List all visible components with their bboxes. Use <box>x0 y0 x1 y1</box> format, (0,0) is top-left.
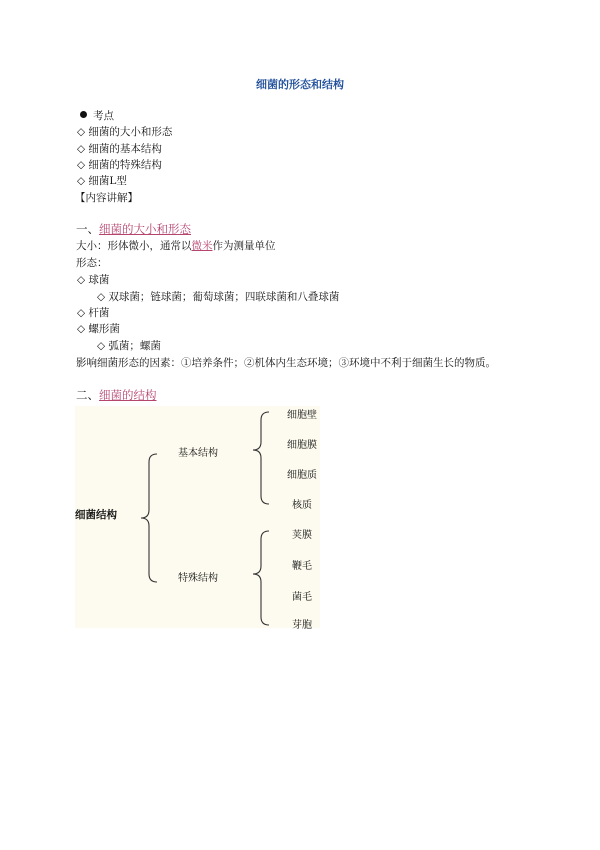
section1-heading: 一、细菌的大小和形态 <box>76 222 191 236</box>
kaodian-heading <box>80 109 114 123</box>
shape-spiral-sub: ◇ 弧菌；螺菌 <box>97 340 161 352</box>
diagram-special-label: 特殊结构 <box>178 573 218 584</box>
kaodian-label: 考点 <box>93 110 114 122</box>
size-line: 大小：形体微小，通常以微米作为测量单位 <box>76 240 276 252</box>
shape-ball-sub: ◇ 双球菌；链球菌；葡萄球菌；四联球菌和八叠球菌 <box>97 291 340 303</box>
diagram-basic-label: 基本结构 <box>178 448 218 459</box>
section2-heading: 二、细菌的结构 <box>76 388 157 402</box>
diagram-root: 细菌结构 <box>75 509 117 521</box>
diagram-special-item: 芽胞 <box>292 620 312 631</box>
micrometer-link[interactable]: 微米 <box>191 240 213 252</box>
bullet-icon <box>80 111 87 118</box>
basic-bracket <box>253 412 269 504</box>
diagram-special-item: 鞭毛 <box>292 561 312 572</box>
diagram-basic-item: 核质 <box>292 500 312 511</box>
kaodian-item: ◇ 细菌的大小和形态 <box>77 126 173 138</box>
shape-label: 形态： <box>76 257 108 269</box>
diagram-basic-item: 细胞壁 <box>287 410 317 421</box>
shape-ball: ◇ 球菌 <box>77 274 110 286</box>
shape-spiral: ◇ 螺形菌 <box>77 323 120 335</box>
diagram-basic-item: 细胞质 <box>287 470 317 481</box>
factors-line: 影响细菌形态的因素：①培养条件；②机体内生态环境；③环境中不利于细菌生长的物质。 <box>76 357 496 369</box>
shape-rod: ◇ 杆菌 <box>77 307 110 319</box>
kaodian-item: ◇ 细菌的特殊结构 <box>77 159 162 171</box>
content-label: 【内容讲解】 <box>75 192 138 204</box>
page-title: 细菌的形态和结构 <box>256 78 344 91</box>
section2-link[interactable]: 细菌的结构 <box>99 388 157 402</box>
structure-diagram <box>75 406 320 631</box>
root-bracket <box>141 454 157 582</box>
diagram-special-item: 荚膜 <box>292 530 312 541</box>
diagram-special-item: 菌毛 <box>292 592 312 603</box>
kaodian-item: ◇ 细菌的基本结构 <box>77 143 162 155</box>
diagram-basic-item: 细胞膜 <box>287 440 317 451</box>
section1-link[interactable]: 细菌的大小和形态 <box>99 222 191 236</box>
special-bracket <box>253 531 269 625</box>
kaodian-item: ◇ 细菌L型 <box>77 175 127 187</box>
